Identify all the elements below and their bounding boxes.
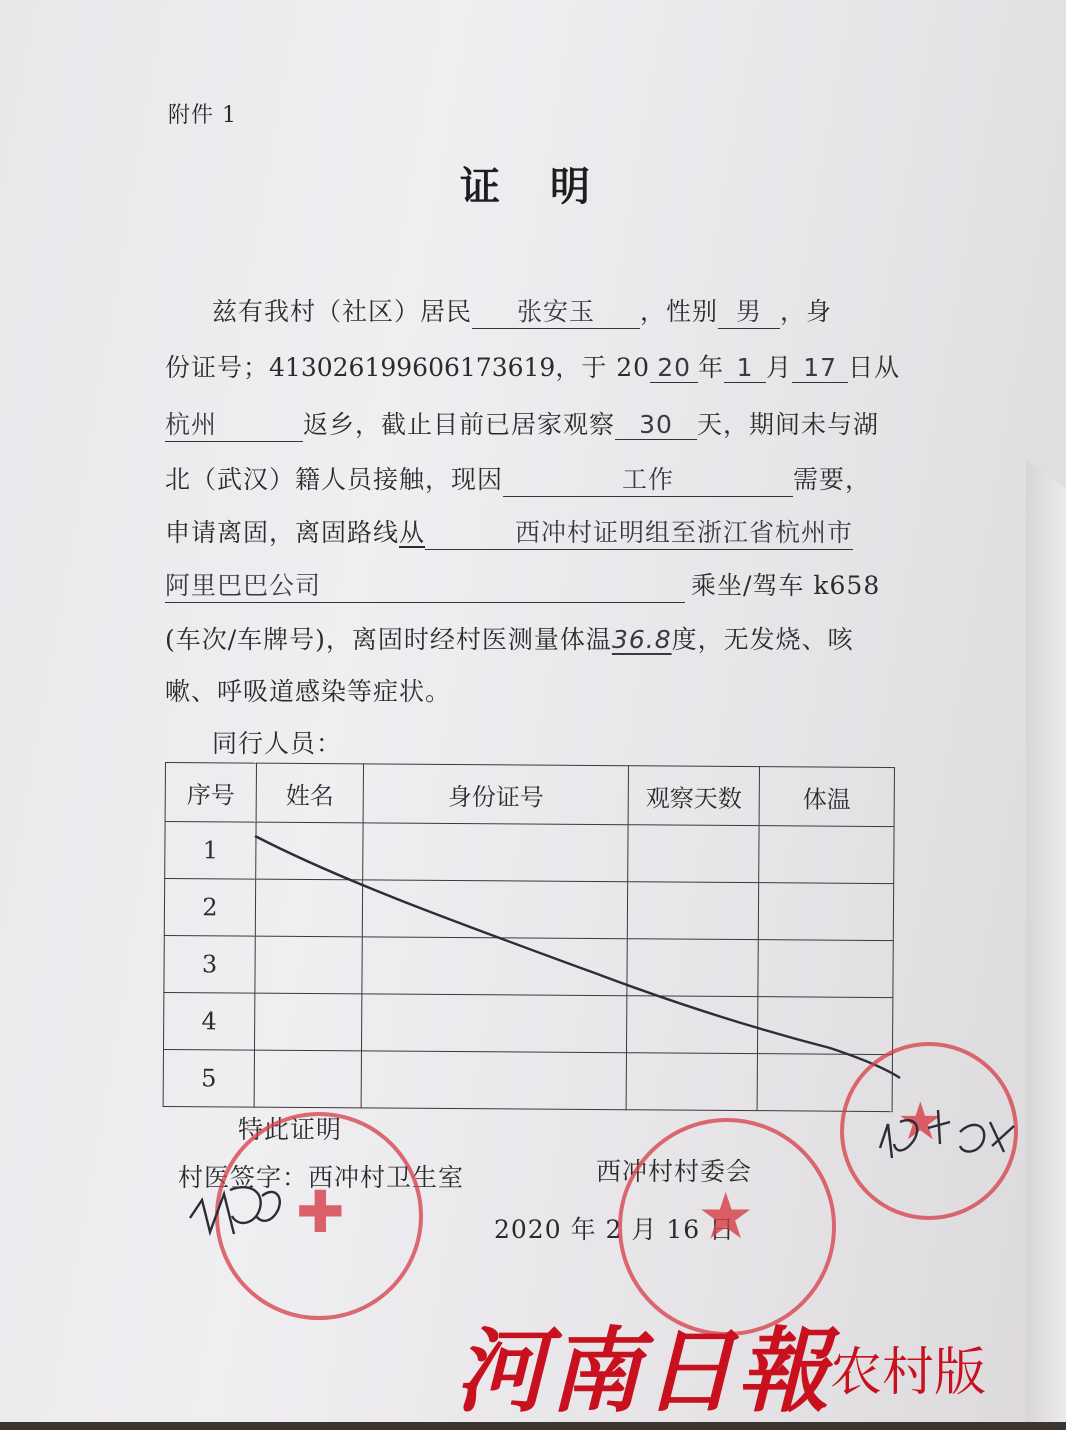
text-month: 月 [766,353,793,382]
text-route-prefix: 申请离固，离固路线 [165,518,400,547]
header-temperature: 体温 [759,767,894,827]
row-index: 3 [164,935,255,993]
text-vehicle: 乘坐/驾车 k658 [691,571,881,600]
newspaper-watermark-sub: 农村版 [830,1343,987,1403]
month-value: 1 [736,353,754,382]
text-resident-prefix: 兹有我村（社区）居民 [212,297,473,326]
observe-days: 30 [639,410,673,439]
route-text: 西冲村证明组至浙江省杭州市 [515,518,854,547]
clinic-seal-cross-icon: ✚ [296,1178,345,1246]
header-days: 观察天数 [628,766,759,826]
doctor-signature-label: 村医签字：西冲村卫生室 [178,1163,465,1192]
text-temp-prefix: (车次/车牌号)，离固时经村医测量体温 [165,625,612,654]
newspaper-watermark: 河南日報 [455,1317,832,1425]
committee-name: 西冲村村委会 [596,1157,753,1186]
official-signature [880,1110,1014,1158]
text-line3-tail: 天，期间未与湖 [697,410,880,439]
route-start: 从 [399,518,426,547]
id-number: 413026199606173619 [269,353,556,382]
text-from: ，于 20 [555,353,651,382]
document-title: 证明 [460,163,640,210]
row-index: 1 [165,822,256,880]
day-value: 17 [803,353,838,382]
office-seal-star-icon: ★ [897,1092,944,1152]
row-index: 2 [164,879,255,937]
attachment-label: 附件 1 [168,103,237,128]
text-line7-tail: 度，无发烧、咳 [671,625,854,654]
gender-value: 男 [736,297,763,326]
row-index: 4 [163,992,254,1050]
header-index: 序号 [165,763,256,823]
year-value: 20 [657,353,691,382]
resident-name: 张安玉 [517,297,596,326]
header-id: 身份证号 [363,764,628,825]
reason-value: 工作 [622,465,675,494]
text-return: 返乡，截止目前已居家观察 [303,410,616,439]
companions-label: 同行人员： [212,729,343,758]
text-day: 日从 [848,353,901,382]
header-name: 姓名 [256,763,363,823]
text-id-label: 份证号； [165,353,270,382]
text-year: 年 [698,353,725,382]
line-8: 嗽、呼吸道感染等症状。 [165,677,452,706]
text-gender-label: ，性别 [640,297,719,326]
doctor-signature [190,1187,280,1234]
committee-seal-star-icon: ★ [697,1180,755,1254]
text-line4-tail: 需要， [793,465,872,494]
text-line1-tail: ，身 [780,297,833,326]
certify-text: 特此证明 [238,1115,343,1144]
origin-city: 杭州 [165,410,218,439]
route-line2: 阿里巴巴公司 [165,571,322,600]
temperature-value: 36.8 [611,625,672,654]
row-index: 5 [163,1049,254,1107]
text-reason-prefix: 北（武汉）籍人员接触，现因 [165,465,504,494]
issue-date: 2020 年 2 月 16 日 [494,1215,736,1244]
